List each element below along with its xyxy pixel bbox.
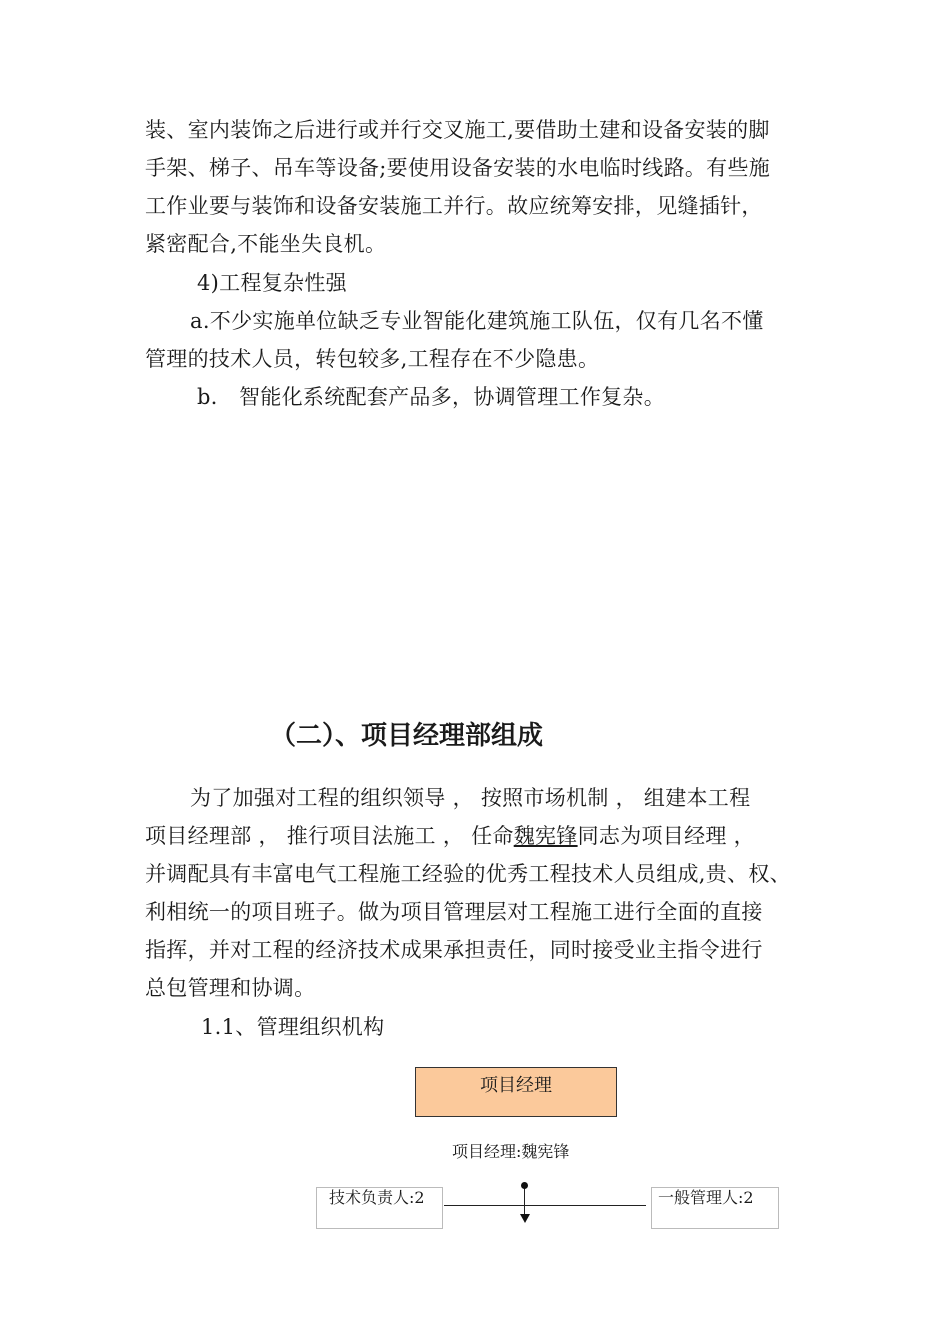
paragraph-line: 并调配具有丰富电气工程施工经验的优秀工程技术人员组成,贵、权、 <box>145 862 791 886</box>
paragraph-line: 管理的技术人员，转包较多,工程存在不少隐患。 <box>145 347 600 371</box>
section-heading: （二）、项目经理部组成 <box>270 721 544 751</box>
subheading: 1.1、管理组织机构 <box>201 1015 385 1039</box>
paragraph-line: 利相统一的项目班子。做为项目管理层对工程施工进行全面的直接 <box>145 900 763 924</box>
intro-text: 项目经理部 ， 推行项目法施工 ， 任命 <box>145 824 514 848</box>
connector-dot <box>521 1182 528 1189</box>
connector-line <box>444 1205 646 1206</box>
paragraph-line: 为了加强对工程的组织领导 ， 按照市场机制 ， 组建本工程 <box>190 786 751 810</box>
paragraph-line: 手架、梯子、吊车等设备;要使用设备安装的水电临时线路。有些施 <box>145 156 771 180</box>
paragraph-line: 总包管理和协调。 <box>145 976 316 1000</box>
connector-line <box>524 1186 525 1216</box>
paragraph-line: 装、室内装饰之后进行或并行交叉施工,要借助土建和设备安装的脚 <box>145 118 770 142</box>
org-caption: 项目经理:魏宪锋 <box>452 1142 570 1161</box>
list-item-title: 4)工程复杂性强 <box>197 271 347 295</box>
paragraph-line: b． 智能化系统配套产品多，协调管理工作复杂。 <box>197 385 666 409</box>
org-node-general-manager: 一般管理人:2 <box>651 1187 779 1229</box>
paragraph-line: 指挥，并对工程的经济技术成果承担责任，同时接受业主指令进行 <box>145 938 763 962</box>
manager-name: 魏宪锋 <box>513 824 578 848</box>
paragraph-line: a.不少实施单位缺乏专业智能化建筑施工队伍，仅有几名不懂 <box>190 309 764 333</box>
paragraph-line <box>145 821 755 851</box>
paragraph-line: 工作业要与装饰和设备安装施工并行。故应统筹安排，见缝插针， <box>145 194 763 218</box>
org-node-technical-lead: 技术负责人:2 <box>316 1187 443 1229</box>
arrow-down-icon <box>520 1214 530 1223</box>
org-node-project-manager: 项目经理 <box>415 1067 617 1117</box>
intro-text: 同志为项目经理 ， <box>577 824 755 848</box>
paragraph-line: 紧密配合,不能坐失良机。 <box>145 232 387 256</box>
